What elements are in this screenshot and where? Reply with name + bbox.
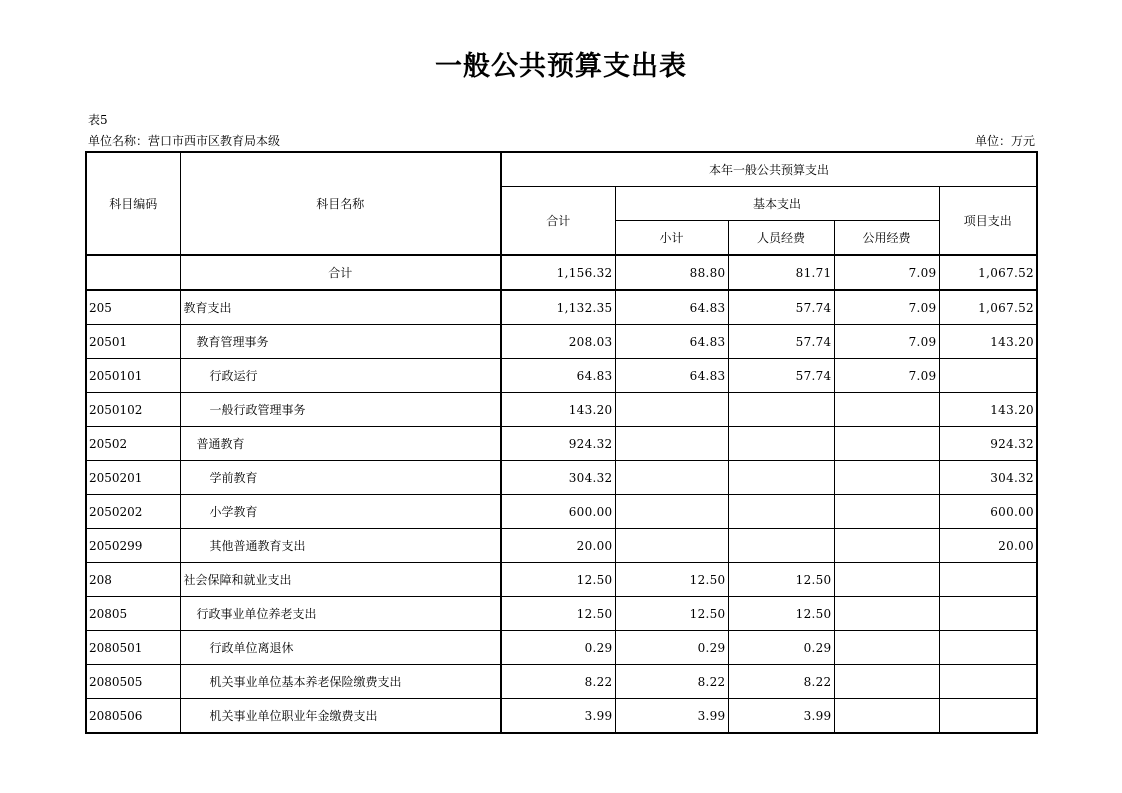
currency-unit: 单位：万元	[974, 134, 1035, 148]
header-subtotal: 小计	[615, 221, 728, 256]
cell-public	[834, 495, 939, 529]
cell-total: 12.50	[501, 563, 615, 597]
cell-subtotal: 88.80	[615, 255, 728, 290]
cell-code: 2050102	[86, 393, 180, 427]
cell-personnel	[728, 495, 834, 529]
cell-total: 600.00	[501, 495, 615, 529]
cell-subtotal: 64.83	[615, 325, 728, 359]
cell-name: 学前教育	[180, 461, 501, 495]
cell-name: 行政运行	[180, 359, 501, 393]
table-row	[86, 699, 1037, 734]
cell-subtotal	[615, 393, 728, 427]
cell-personnel	[728, 529, 834, 563]
cell-public	[834, 461, 939, 495]
cell-code: 208	[86, 563, 180, 597]
cell-project: 20.00	[939, 529, 1037, 563]
cell-project	[939, 359, 1037, 393]
cell-project: 600.00	[939, 495, 1037, 529]
cell-name: 社会保障和就业支出	[180, 563, 501, 597]
cell-total: 208.03	[501, 325, 615, 359]
cell-project: 1,067.52	[939, 290, 1037, 325]
cell-name: 其他普通教育支出	[180, 529, 501, 563]
cell-code: 205	[86, 290, 180, 325]
cell-public	[834, 699, 939, 734]
cell-subtotal: 3.99	[615, 699, 728, 734]
cell-code: 20501	[86, 325, 180, 359]
table-row	[86, 529, 1037, 563]
cell-name: 合计	[180, 255, 501, 290]
cell-project	[939, 631, 1037, 665]
cell-subtotal: 8.22	[615, 665, 728, 699]
cell-code: 2080506	[86, 699, 180, 734]
cell-subtotal	[615, 529, 728, 563]
cell-name: 教育管理事务	[180, 325, 501, 359]
table-row	[86, 427, 1037, 461]
table-row	[86, 563, 1037, 597]
cell-total: 143.20	[501, 393, 615, 427]
cell-total: 924.32	[501, 427, 615, 461]
cell-subtotal: 0.29	[615, 631, 728, 665]
cell-project	[939, 665, 1037, 699]
table-header	[86, 152, 1037, 255]
cell-personnel: 12.50	[728, 563, 834, 597]
cell-public: 7.09	[834, 359, 939, 393]
cell-project	[939, 563, 1037, 597]
cell-public	[834, 529, 939, 563]
cell-personnel: 12.50	[728, 597, 834, 631]
cell-total: 64.83	[501, 359, 615, 393]
cell-code: 20805	[86, 597, 180, 631]
page-title: 一般公共预算支出表	[435, 51, 687, 82]
cell-code: 20502	[86, 427, 180, 461]
cell-personnel: 8.22	[728, 665, 834, 699]
cell-total: 304.32	[501, 461, 615, 495]
cell-project: 143.20	[939, 325, 1037, 359]
cell-total: 0.29	[501, 631, 615, 665]
cell-code: 2080505	[86, 665, 180, 699]
cell-project: 304.32	[939, 461, 1037, 495]
header-total: 合计	[501, 187, 615, 256]
cell-project: 143.20	[939, 393, 1037, 427]
cell-project	[939, 699, 1037, 734]
budget-table	[85, 151, 1038, 734]
cell-personnel: 81.71	[728, 255, 834, 290]
cell-name: 机关事业单位职业年金缴费支出	[180, 699, 501, 734]
cell-public	[834, 427, 939, 461]
table-row	[86, 393, 1037, 427]
cell-public: 7.09	[834, 290, 939, 325]
cell-project: 1,067.52	[939, 255, 1037, 290]
cell-project: 924.32	[939, 427, 1037, 461]
cell-total: 3.99	[501, 699, 615, 734]
header-basic: 基本支出	[615, 187, 939, 221]
cell-name: 教育支出	[180, 290, 501, 325]
cell-name: 行政事业单位养老支出	[180, 597, 501, 631]
table-row	[86, 461, 1037, 495]
unit-name: 单位名称：营口市西市区教育局本级	[88, 134, 281, 148]
cell-subtotal	[615, 461, 728, 495]
cell-subtotal: 64.83	[615, 290, 728, 325]
header-name: 科目名称	[180, 152, 501, 255]
cell-code	[86, 255, 180, 290]
cell-total: 1,156.32	[501, 255, 615, 290]
cell-project	[939, 597, 1037, 631]
cell-name: 行政单位离退休	[180, 631, 501, 665]
cell-total: 12.50	[501, 597, 615, 631]
cell-name: 普通教育	[180, 427, 501, 461]
table-row	[86, 665, 1037, 699]
cell-name: 一般行政管理事务	[180, 393, 501, 427]
cell-personnel: 57.74	[728, 290, 834, 325]
cell-public	[834, 631, 939, 665]
cell-personnel	[728, 427, 834, 461]
header-group: 本年一般公共预算支出	[501, 152, 1037, 187]
cell-personnel: 57.74	[728, 359, 834, 393]
header-project: 项目支出	[939, 187, 1037, 256]
cell-personnel	[728, 393, 834, 427]
cell-public	[834, 393, 939, 427]
cell-public: 7.09	[834, 255, 939, 290]
table-row	[86, 631, 1037, 665]
header-public: 公用经费	[834, 221, 939, 256]
cell-name: 小学教育	[180, 495, 501, 529]
cell-subtotal: 12.50	[615, 563, 728, 597]
cell-public	[834, 665, 939, 699]
cell-subtotal: 64.83	[615, 359, 728, 393]
cell-personnel	[728, 461, 834, 495]
table-row	[86, 325, 1037, 359]
table-body	[86, 255, 1037, 733]
cell-total: 20.00	[501, 529, 615, 563]
cell-personnel: 57.74	[728, 325, 834, 359]
cell-public: 7.09	[834, 325, 939, 359]
cell-code: 2050299	[86, 529, 180, 563]
table-row	[86, 359, 1037, 393]
total-row	[86, 255, 1037, 290]
cell-subtotal	[615, 495, 728, 529]
table-row	[86, 495, 1037, 529]
cell-subtotal: 12.50	[615, 597, 728, 631]
header-code: 科目编码	[86, 152, 180, 255]
cell-code: 2050201	[86, 461, 180, 495]
cell-public	[834, 563, 939, 597]
cell-code: 2080501	[86, 631, 180, 665]
cell-total: 1,132.35	[501, 290, 615, 325]
cell-subtotal	[615, 427, 728, 461]
cell-total: 8.22	[501, 665, 615, 699]
cell-personnel: 3.99	[728, 699, 834, 734]
cell-personnel: 0.29	[728, 631, 834, 665]
table-row	[86, 290, 1037, 325]
cell-code: 2050101	[86, 359, 180, 393]
table-number: 表5	[88, 113, 108, 127]
table-row	[86, 597, 1037, 631]
cell-public	[834, 597, 939, 631]
cell-name: 机关事业单位基本养老保险缴费支出	[180, 665, 501, 699]
cell-code: 2050202	[86, 495, 180, 529]
header-personnel: 人员经费	[728, 221, 834, 256]
